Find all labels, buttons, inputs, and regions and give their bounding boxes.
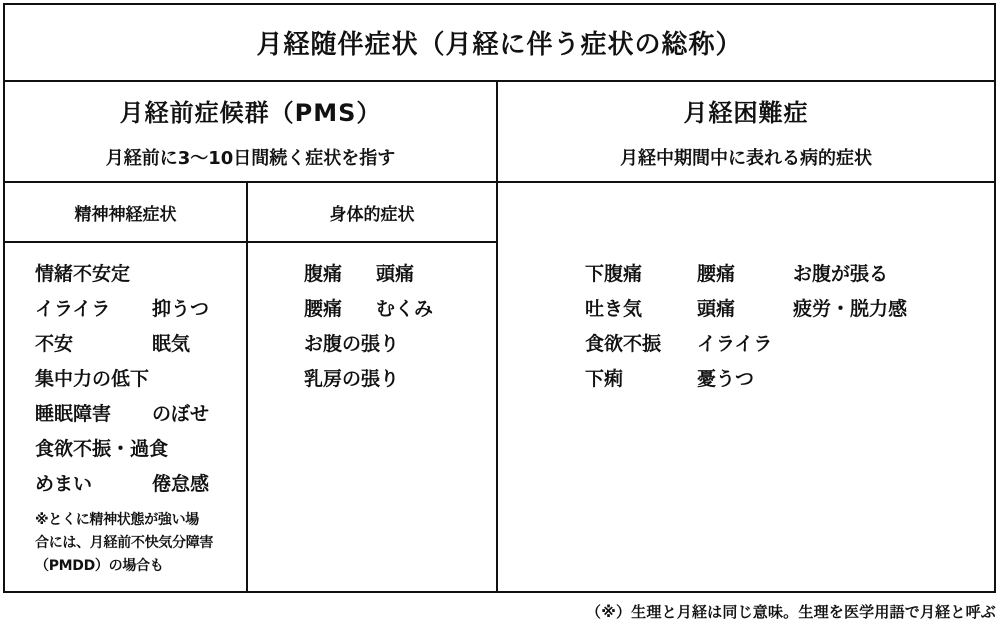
pms-header-cell: [5, 82, 498, 183]
symptom-item: イライラ: [697, 333, 773, 355]
symptom-item: 食欲不振・過食: [35, 438, 169, 460]
symptom-item: 下痢: [585, 368, 624, 390]
pmdd-note-line: ※とくに精神状態が強い場: [35, 512, 200, 528]
symptom-row: [304, 360, 496, 395]
dysmenorrhea-title: 月経困難症: [683, 99, 809, 127]
symptom-item: 乳房の張り: [304, 368, 400, 390]
symptom-item: 吐き気: [585, 298, 643, 320]
pms-title: 月経前症候群（PMS）: [119, 99, 382, 127]
symptom-item: 睡眠障害: [35, 403, 112, 425]
symptom-row: [35, 430, 246, 465]
symptom-item: 腰痛: [697, 263, 736, 285]
symptom-item: イライラ: [35, 298, 111, 320]
symptom-item: 下腹痛: [585, 263, 643, 285]
page-title: 月経随伴症状（月経に伴う症状の総称）: [5, 5, 994, 82]
symptom-item: 抑うつ: [152, 298, 210, 320]
pms-subtitle: 月経前に3～10日間続く症状を指す: [105, 148, 396, 169]
symptom-item: のぼせ: [152, 403, 210, 425]
symptom-item: 食欲不振: [585, 333, 662, 355]
pmdd-note: [35, 509, 246, 578]
symptom-row: [304, 325, 496, 360]
symptom-row: [585, 360, 994, 395]
symptom-item: 不安: [35, 333, 74, 355]
symptom-row: [35, 290, 246, 325]
symptom-item: むくみ: [376, 298, 434, 320]
psych-symptom-list: [5, 243, 248, 591]
symptom-item: めまい: [35, 473, 93, 495]
symptom-item: 憂うつ: [697, 368, 755, 390]
symptom-item: お腹の張り: [304, 333, 400, 355]
bottom-footnote: （※）生理と月経は同じ意味。生理を医学用語で月経と呼ぶ: [586, 603, 996, 621]
physical-symptoms-subheader: 身体的症状: [248, 183, 498, 243]
symptom-item: 情緒不安定: [35, 263, 131, 285]
symptom-item: 眠気: [152, 333, 191, 355]
symptom-item: 倦怠感: [152, 473, 210, 495]
physical-symptom-list: [248, 243, 498, 591]
pmdd-note-line: （PMDD）の場合も: [35, 558, 164, 574]
symptom-row: [304, 290, 496, 325]
symptom-row: [35, 255, 246, 290]
pmdd-note-line: 合には、月経前不快気分障害: [35, 535, 214, 551]
symptom-row: [35, 465, 246, 500]
symptom-item: お腹が張る: [793, 263, 889, 285]
symptom-item: 腰痛: [304, 298, 343, 320]
symptom-row: [585, 255, 994, 290]
symptom-row: [304, 255, 496, 290]
psych-symptoms-subheader: 精神神経症状: [5, 183, 248, 243]
symptom-table: [3, 3, 996, 593]
symptom-row: [585, 290, 994, 325]
symptom-item: 集中力の低下: [35, 368, 150, 390]
symptom-row: [35, 395, 246, 430]
symptom-item: 頭痛: [697, 298, 736, 320]
symptom-item: 腹痛: [304, 263, 343, 285]
dysmenorrhea-symptom-list: [498, 183, 994, 591]
symptom-item: 頭痛: [376, 263, 415, 285]
dysmenorrhea-subtitle: 月経中期間中に表れる病的症状: [620, 148, 872, 169]
symptom-item: 疲労・脱力感: [793, 298, 908, 320]
symptom-row: [585, 325, 994, 360]
symptom-row: [35, 360, 246, 395]
dysmenorrhea-header-cell: [498, 82, 994, 183]
symptom-row: [35, 325, 246, 360]
